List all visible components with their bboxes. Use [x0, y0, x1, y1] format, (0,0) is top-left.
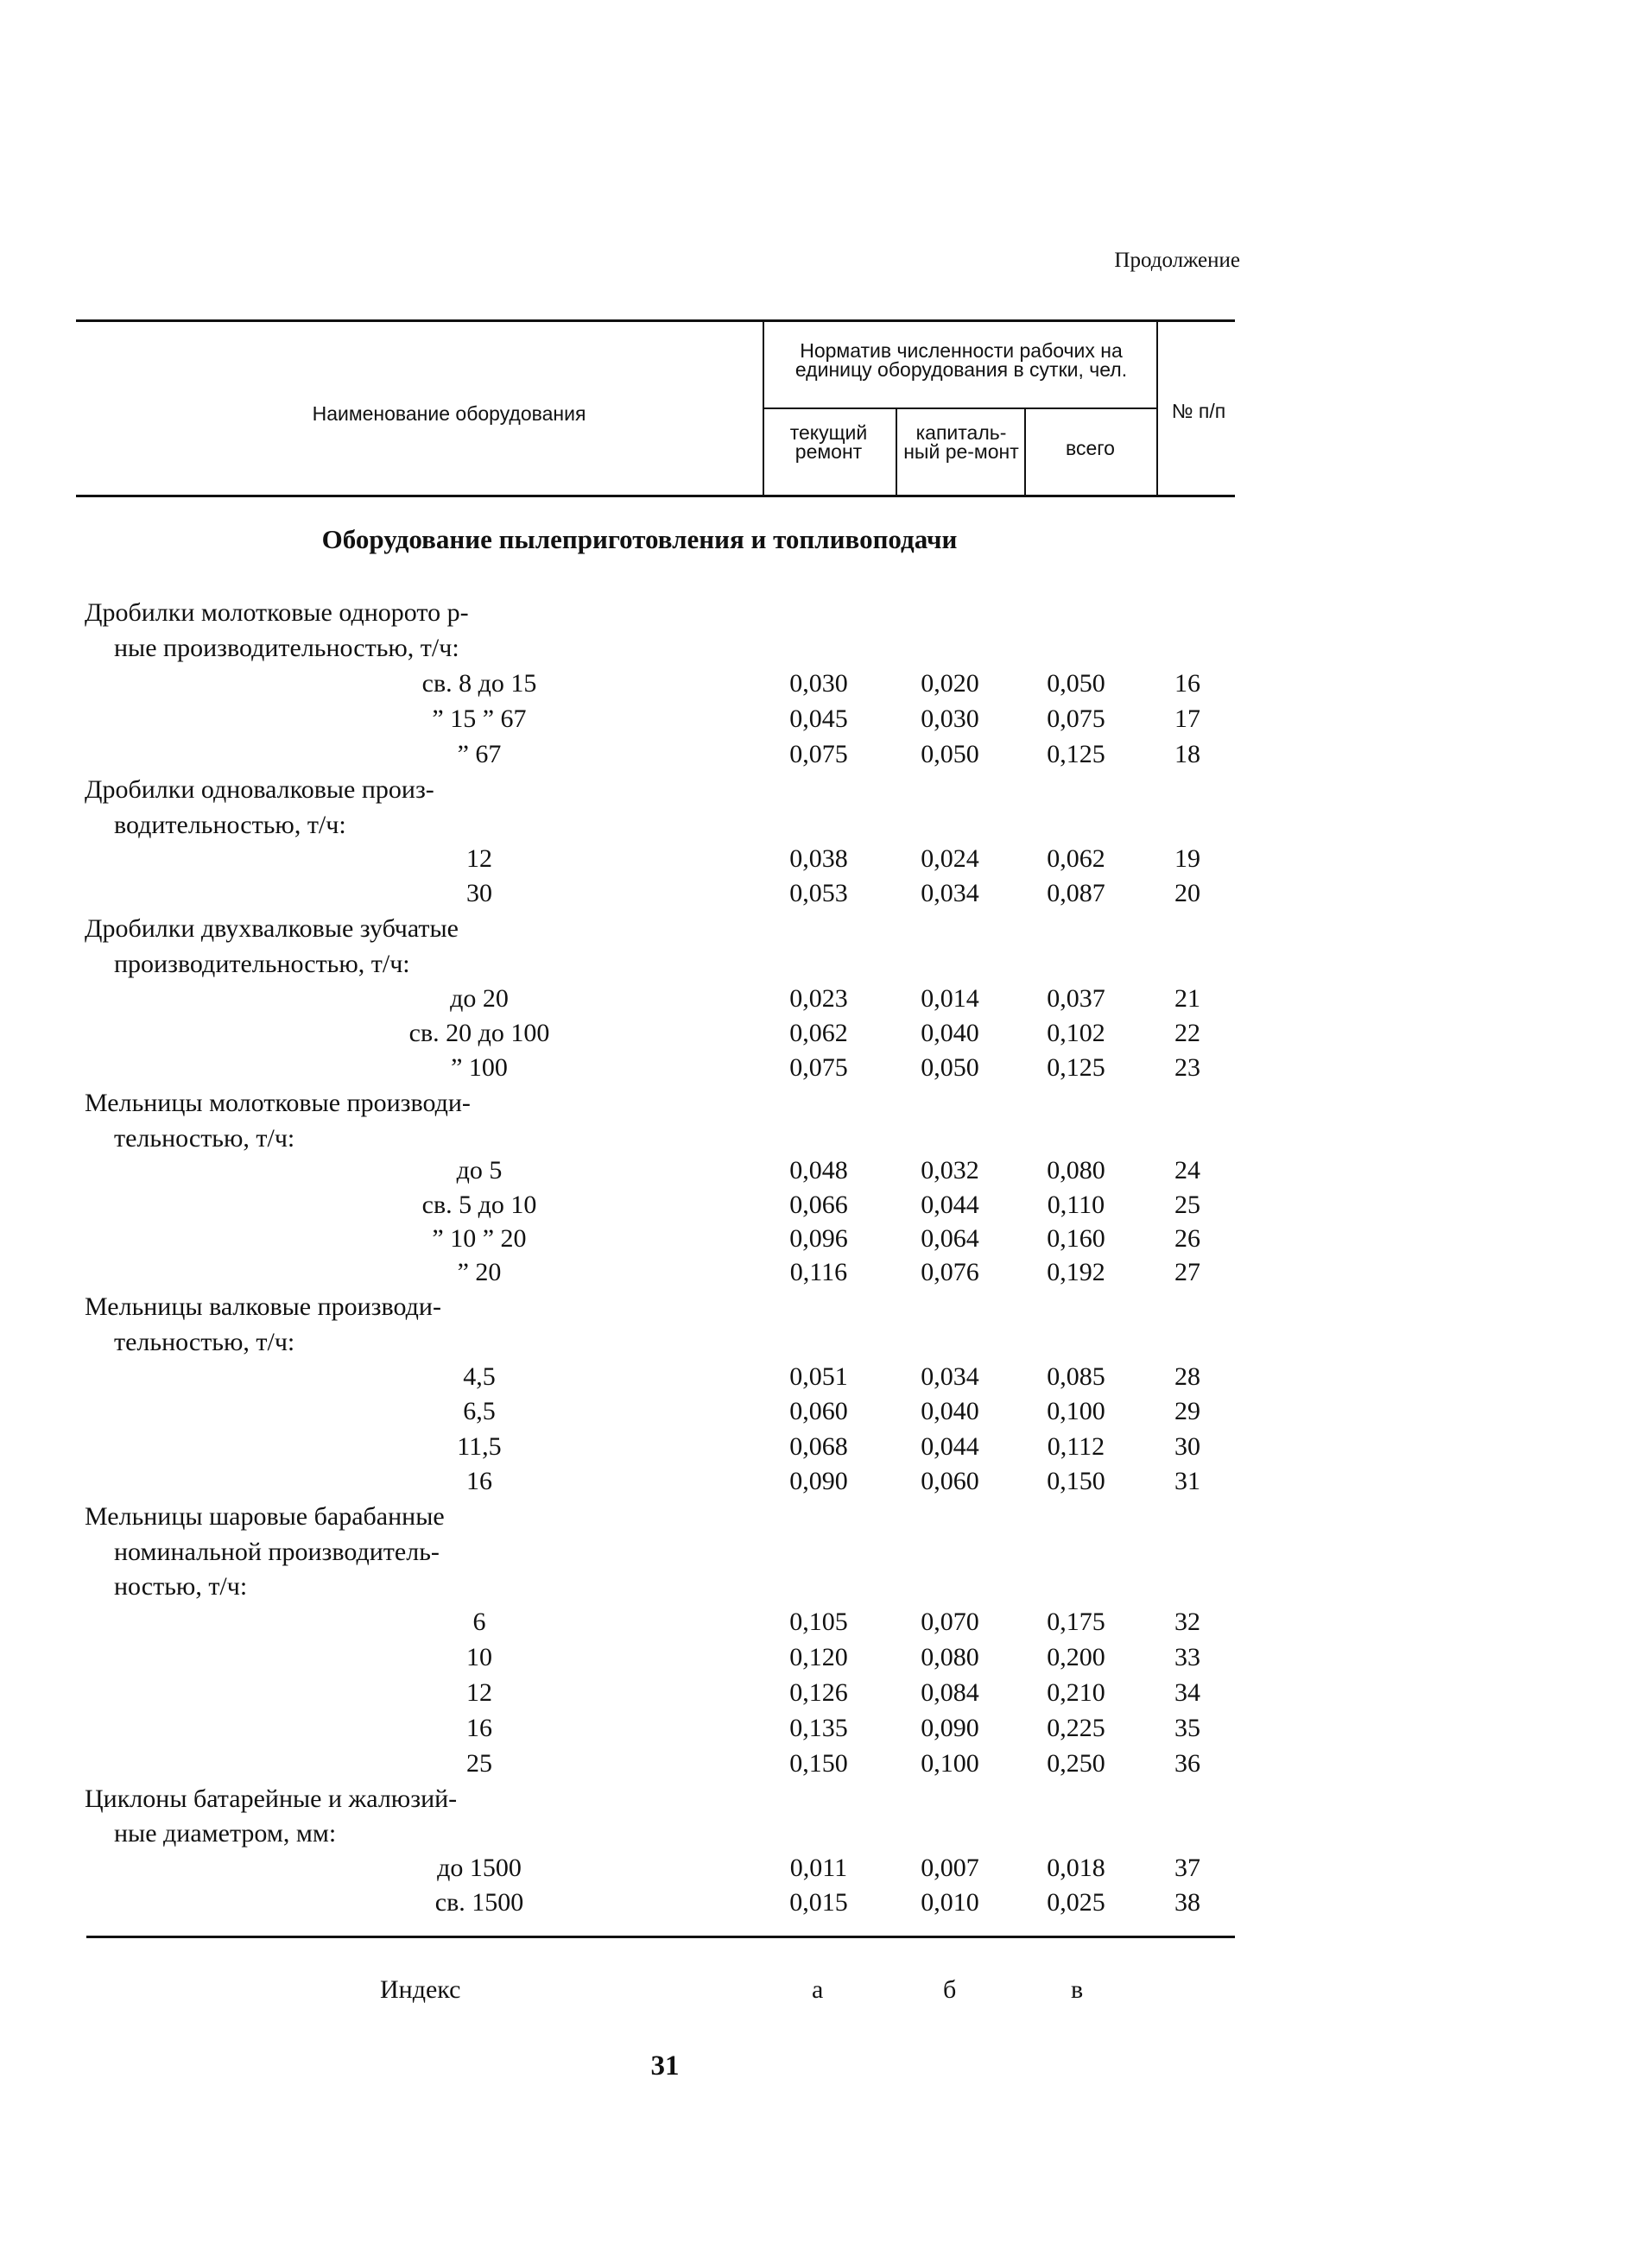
header-bottom-rule	[76, 495, 1235, 497]
table-row: св. 1500 0,015 0,010 0,025 38	[434, 1888, 1200, 1917]
table-row: 30 0,053 0,034 0,087 20	[466, 879, 1200, 907]
table-row: 6,5 0,060 0,040 0,100 29	[463, 1397, 1200, 1425]
table-row: 25 0,150 0,100 0,250 36	[466, 1749, 1200, 1778]
table-row: ” 20 0,116 0,076 0,192 27	[457, 1258, 1200, 1286]
table-row: ” 15 ” 67 0,045 0,030 0,075 17	[432, 704, 1200, 733]
group-line: номинальной производитель-	[114, 1538, 440, 1566]
table-row: 4,5 0,051 0,034 0,085 28	[463, 1362, 1200, 1391]
table-row: до 1500 0,011 0,007 0,018 37	[437, 1854, 1200, 1882]
table-row: ” 10 ” 20 0,096 0,064 0,160 26	[432, 1224, 1200, 1253]
column-header-capital: капиталь-ный ре-монт	[903, 421, 1019, 463]
group-line: Дробилки одновалковые произ-	[85, 775, 434, 804]
group-line: тельностью, т/ч:	[114, 1328, 295, 1356]
column-header-total: всего	[1066, 437, 1115, 459]
group-line: Мельницы валковые производи-	[85, 1292, 441, 1321]
header-group-rule	[763, 407, 1157, 409]
group-line: Дробилки молотковые однорото р-	[85, 598, 469, 627]
group-line: ные диаметром, мм:	[114, 1819, 337, 1848]
table-row: 16 0,135 0,090 0,225 35	[466, 1714, 1200, 1742]
index-c: в	[1071, 1975, 1084, 2004]
table-row: 6 0,105 0,070 0,175 32	[472, 1608, 1200, 1636]
column-header-number: № п/п	[1171, 400, 1226, 422]
table-row: ” 67 0,075 0,050 0,125 18	[457, 740, 1200, 768]
group-line: ные производительностью, т/ч:	[114, 634, 459, 662]
table-bottom-rule	[86, 1936, 1235, 1938]
header-divider-3	[1024, 408, 1026, 496]
table-row: 10 0,120 0,080 0,200 33	[466, 1643, 1200, 1671]
group-line: Циклоны батарейные и жалюзий-	[85, 1785, 458, 1813]
table-row: 12 0,038 0,024 0,062 19	[466, 844, 1200, 873]
section-title: Оборудование пылеприготовления и топливоподачи	[321, 524, 958, 554]
group-line: Дробилки двухвалковые зубчатые	[85, 914, 459, 943]
index-a: а	[812, 1975, 824, 2004]
table-row: до 5 0,048 0,032 0,080 24	[456, 1156, 1200, 1185]
table-row: св. 5 до 10 0,066 0,044 0,110 25	[421, 1191, 1200, 1219]
table-row: св. 8 до 15 0,030 0,020 0,050 16	[421, 669, 1200, 698]
continuation-label: Продолжение	[1114, 249, 1240, 272]
header-divider-2	[896, 408, 897, 496]
header-top-rule	[76, 319, 1235, 322]
table-row: 12 0,126 0,084 0,210 34	[466, 1678, 1200, 1707]
group-line: водительностью, т/ч:	[114, 811, 346, 839]
group-line: производительностью, т/ч:	[114, 950, 410, 978]
column-header-current: текущий ремонт	[789, 421, 868, 463]
header-divider-1	[763, 321, 764, 496]
index-label: Индекс	[380, 1975, 461, 2004]
table-row: 11,5 0,068 0,044 0,112 30	[457, 1432, 1200, 1461]
table-row: ” 100 0,075 0,050 0,125 23	[451, 1053, 1200, 1082]
table-row: 16 0,090 0,060 0,150 31	[466, 1467, 1200, 1495]
index-b: б	[943, 1975, 957, 2004]
group-line: ностью, т/ч:	[114, 1572, 248, 1601]
header-divider-4	[1156, 321, 1158, 496]
page-number: 31	[650, 2050, 680, 2082]
table-row: до 20 0,023 0,014 0,037 21	[450, 984, 1200, 1013]
column-header-name: Наименование оборудования	[312, 402, 586, 425]
column-header-group: Норматив численности рабочих на единицу оборудования в сутки, чел.	[795, 339, 1128, 381]
group-line: тельностью, т/ч:	[114, 1124, 295, 1153]
group-line: Мельницы шаровые барабанные	[85, 1502, 445, 1531]
group-line: Мельницы молотковые производи-	[85, 1089, 471, 1117]
table-row: св. 20 до 100 0,062 0,040 0,102 22	[408, 1019, 1200, 1047]
